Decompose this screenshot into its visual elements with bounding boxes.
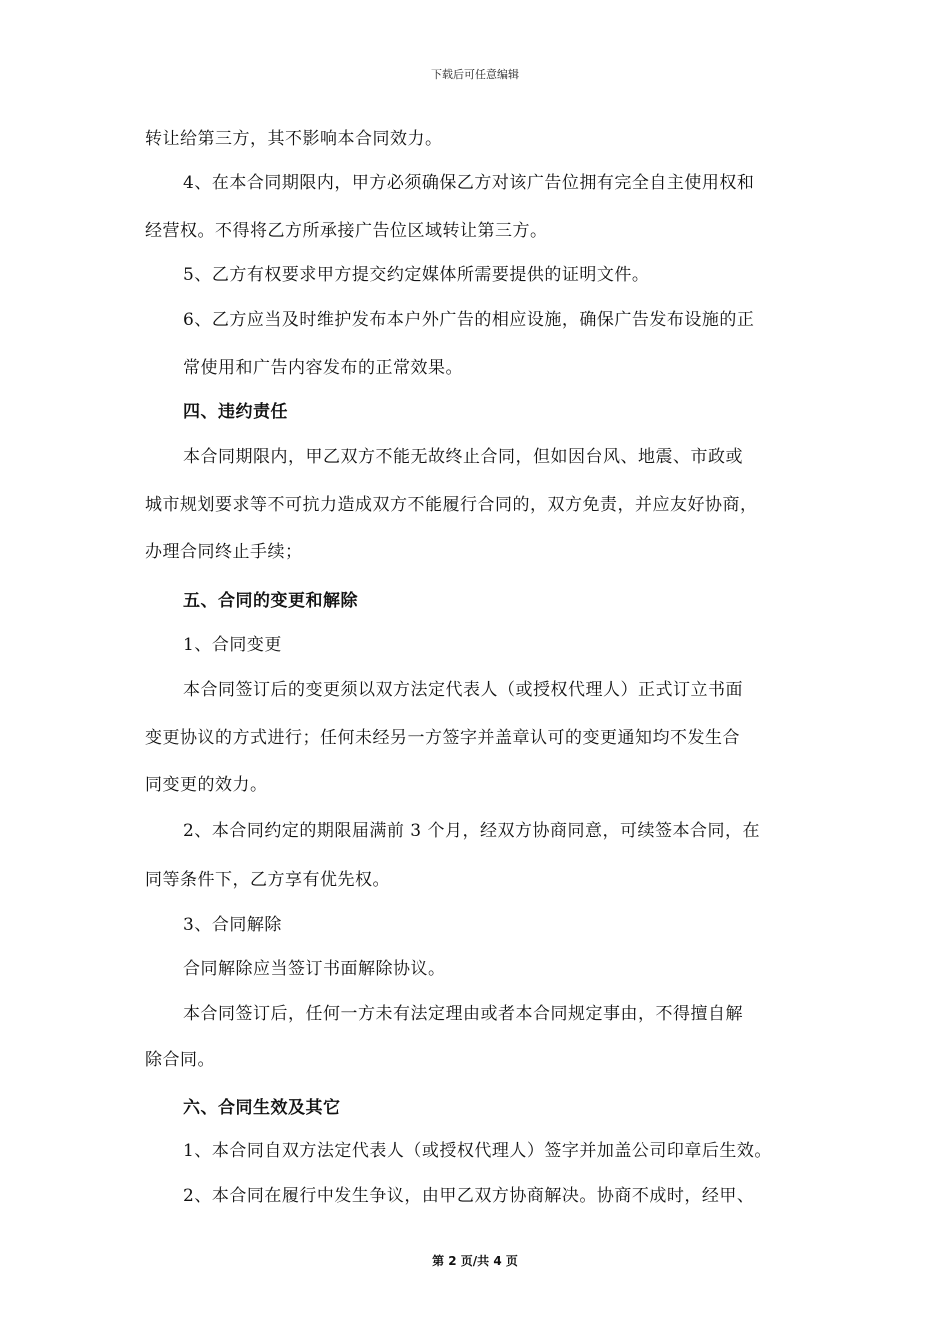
paragraph-line: 经营权。不得将乙方所承接广告位区域转让第三方。 — [145, 221, 548, 241]
section-heading: 四、违约责任 — [183, 402, 288, 422]
paragraph-line: 5、乙方有权要求甲方提交约定媒体所需要提供的证明文件。 — [183, 265, 650, 285]
paragraph-line: 办理合同终止手续； — [145, 542, 303, 562]
paragraph-line: 变更协议的方式进行；任何未经另一方签字并盖章认可的变更通知均不发生合 — [145, 728, 740, 748]
paragraph-line: 除合同。 — [145, 1050, 215, 1070]
paragraph-line: 转让给第三方，其不影响本合同效力。 — [145, 129, 443, 149]
paragraph-line: 同变更的效力。 — [145, 775, 268, 795]
paragraph-line: 合同解除应当签订书面解除协议。 — [183, 959, 446, 979]
paragraph-line: 城市规划要求等不可抗力造成双方不能履行合同的，双方免责，并应友好协商， — [145, 495, 758, 515]
paragraph-line: 3、合同解除 — [183, 915, 282, 935]
section-heading: 六、合同生效及其它 — [183, 1098, 341, 1118]
paragraph-line: 2、本合同约定的期限届满前 3 个月，经双方协商同意，可续签本合同，在 — [183, 821, 760, 841]
paragraph-line: 2、本合同在履行中发生争议，由甲乙双方协商解决。协商不成时，经甲、 — [183, 1186, 755, 1206]
paragraph-line: 1、本合同自双方法定代表人（或授权代理人）签字并加盖公司印章后生效。 — [183, 1141, 772, 1161]
page-header: 下载后可任意编辑 — [431, 68, 519, 81]
paragraph-line: 4、在本合同期限内，甲方必须确保乙方对该广告位拥有完全自主使用权和 — [183, 173, 755, 193]
paragraph-line: 同等条件下，乙方享有优先权。 — [145, 870, 390, 890]
paragraph-line: 本合同期限内，甲乙双方不能无故终止合同，但如因台风、地震、市政或 — [183, 447, 743, 467]
section-heading: 五、合同的变更和解除 — [183, 591, 358, 611]
paragraph-line: 本合同签订后，任何一方未有法定理由或者本合同规定事由，不得擅自解 — [183, 1004, 743, 1024]
page-footer: 第 2 页/共 4 页 — [432, 1254, 518, 1268]
paragraph-line: 常使用和广告内容发布的正常效果。 — [183, 358, 463, 378]
paragraph-line: 1、合同变更 — [183, 635, 282, 655]
paragraph-line: 6、乙方应当及时维护发布本户外广告的相应设施，确保广告发布设施的正 — [183, 310, 755, 330]
paragraph-line: 本合同签订后的变更须以双方法定代表人（或授权代理人）正式订立书面 — [183, 680, 743, 700]
